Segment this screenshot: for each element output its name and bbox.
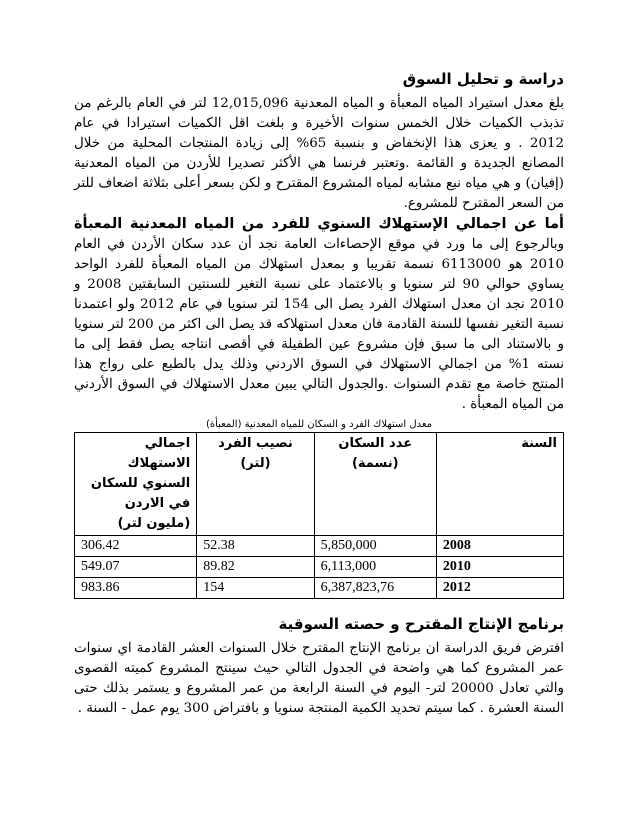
cell-per-capita: 52.38 bbox=[197, 536, 314, 557]
cell-year: 2012 bbox=[436, 578, 563, 599]
table-row bbox=[75, 536, 564, 557]
cell-per-capita: 154 bbox=[197, 578, 314, 599]
document-page bbox=[74, 70, 564, 719]
table-header-row bbox=[75, 433, 564, 536]
cell-population: 6,113,000 bbox=[314, 557, 436, 578]
table-row bbox=[75, 557, 564, 578]
header-total: اجمالي الاستهلاك السنوي للسكان في الاردن (مليون لتر) bbox=[75, 433, 197, 536]
header-per-capita: نصيب الفرد (لتر) bbox=[197, 433, 314, 536]
consumption-table bbox=[74, 432, 564, 599]
consumption-text: وبالرجوع إلى ما ورد في موقع الإحصاءات العامة نجد أن عدد سكان الأردن في العام 2010 هو 6113000 نسمة تقريبا و بمعدل استهلاك من المياه المعبأة للفرد الواحد يساوي حوالي 90 لتر سنويا و بالاعتماد على نسبة التغير للسنتين السابقتين 2008 و 2010 نجد ان معدل استهلاك الفرد يصل الى 154 لتر سنويا في عام 2012 ولو اعتمدنا نسبة التغير نفسها للسنة القادمة فان معدل استهلاكه قد يصل الى اكثر من 200 لتر سنويا و بالاستناد الى ما سبق فإن مشروع عين الطفيلة في أقصى انتاجه يصل فقط إلى ما نسته 1% من اجمالي الاستهلاك في السوق الاردني وذلك يدل بالطبع على رواج هذا المنتج خاصة مع تقدم السنوات .والجدول التالي يبين معدل الاستهلاك في السوق الأردني من المياه المعبأة . bbox=[74, 237, 564, 412]
cell-total: 983.86 bbox=[75, 578, 197, 599]
cell-year: 2010 bbox=[436, 557, 563, 578]
table-caption: معدل استهلاك الفرد و السكان للمياه المعدنية (المعبأة) bbox=[205, 419, 433, 430]
market-study-heading: دراسة و تحليل السوق bbox=[402, 70, 564, 88]
cell-population: 6,387,823,76 bbox=[314, 578, 436, 599]
cell-population: 5,850,000 bbox=[314, 536, 436, 557]
header-year: السنة bbox=[436, 433, 563, 536]
cell-per-capita: 89.82 bbox=[197, 557, 314, 578]
cell-year: 2008 bbox=[436, 536, 563, 557]
market-study-paragraph: بلغ معدل استيراد المياه المعبأة و المياه المعدنية 12,015,096 لتر في العام بالرغم من تذبذب الكميات خلال الخمس سنوات الأخيرة و بلغت اقل الكميات استيرادا في عام 2012 . و يعزى هذا الإنخفاض و بنسبة 65% إلى زيادة المنتجات المحلية من خلال المصانع الجديدة و القائمة .وتعتبر فرنسا هي الأكثر تصديرا للأردن من المياه المعدنية (إفيان) و هي مياه نبع مشابه لمياه المشروع المقترح و لكن بسعر أعلى بثلاثة اضعاف للتر من السعر المقترح للمشروع. bbox=[74, 96, 564, 211]
production-program-paragraph: افترض فريق الدراسة ان برنامج الإنتاج المقترح خلال السنوات العشر القادمة اي سنوات عمر المشروع كما هي واضحة في الجدول التالي حيث سينتج المشروع كميته القصوى والتي تعادل 20000 لتر- اليوم في السنة الرابعة من عمر المشروع و يستمر بذلك حتى السنة العشرة . كما سيتم تحديد الكمية المنتجة سنويا و بافتراض 300 يوم عمل - السنة . bbox=[74, 641, 564, 716]
production-program-heading: برنامج الإنتاج المقترح و حصته السوقية bbox=[278, 615, 564, 633]
header-population: عدد السكان (نسمة) bbox=[314, 433, 436, 536]
consumption-lead: أما عن اجمالي الإستهلاك السنوي للفرد من المياه المعدنية المعبأة bbox=[74, 216, 564, 232]
table-row bbox=[75, 578, 564, 599]
consumption-paragraph bbox=[74, 214, 564, 415]
cell-total: 549.07 bbox=[75, 557, 197, 578]
cell-total: 306.42 bbox=[75, 536, 197, 557]
